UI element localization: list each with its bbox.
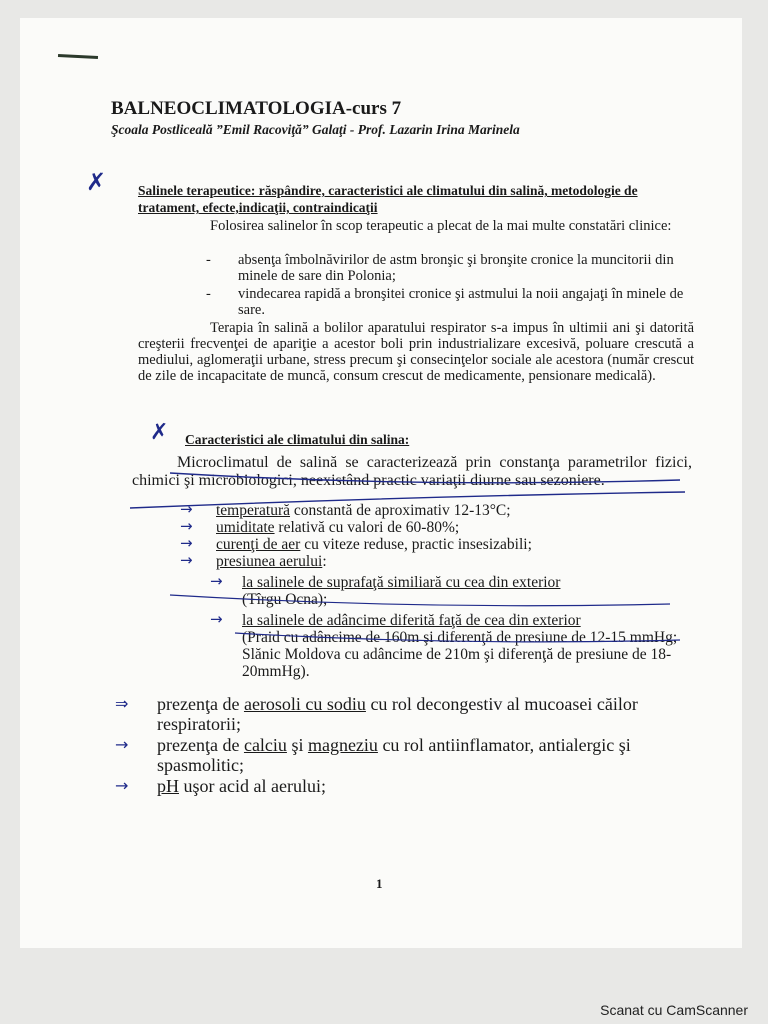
item-term: calciu <box>243 735 287 755</box>
handwritten-star-mark-icon: ✗ <box>86 168 107 196</box>
item-text: relativă cu valori de 60-80%; <box>274 519 460 536</box>
item-connector: şi <box>286 735 308 755</box>
item-text: cu rol decongestiv al mucoasei căilor respiratorii; <box>157 694 638 734</box>
handwritten-arrow-icon: → <box>180 500 193 518</box>
scanned-page <box>20 18 742 948</box>
subitem-text: la salinele de adâncime diferită faţă de cea din exterior <box>242 612 581 629</box>
item-text: : <box>322 553 327 570</box>
item-prefix: prezenţa de <box>157 694 244 714</box>
handwritten-arrow-icon: → <box>210 572 223 590</box>
handwritten-underlines <box>20 18 742 948</box>
handwritten-arrow-icon: ⇒ <box>115 694 129 713</box>
handwritten-arrow-icon: → <box>180 534 193 552</box>
item-prefix: prezenţa de <box>157 735 244 755</box>
document-subtitle: Şcoala Postliceală ”Emil Racoviţă” Galaţi - Prof. Lazarin Irina Marinela <box>111 122 520 137</box>
handwritten-arrow-icon: → <box>115 735 129 754</box>
item-term: curenţi de aer <box>216 536 301 553</box>
document-title: BALNEOCLIMATOLOGIA-curs 7 <box>111 98 402 119</box>
section2-heading: Caracteristici ale climatului din salina: <box>185 432 410 447</box>
handwritten-arrow-icon: → <box>210 610 223 628</box>
item-term: aerosoli cu sodiu <box>243 694 366 714</box>
list-item: - absenţa îmbolnăvirilor de astm bronşic şi bronşite cronice la muncitorii din minele de sare din Polonia; <box>188 252 688 284</box>
item-term: magneziu <box>307 735 378 755</box>
item-term: umiditate <box>216 519 275 536</box>
handwritten-arrow-icon: → <box>115 776 129 795</box>
therapy-text: Terapia în salină a bolilor aparatului respirator s-a impus în ultimii ani şi datorită creşterii frecvenţei de apariţie a acestor boli prin industrializare excesivă, poluare crescută a mediului, aglomeraţii urbane, stress precum şi consecinţelor sociale ale acestora (număr crescut de zile de incapacitate de muncă, consum crescut de medicamente, pensionare medicală). <box>138 320 694 384</box>
subitem-text: la salinele de suprafaţă similiară cu cea din exterior <box>242 574 561 591</box>
item-term: presiunea aerului <box>216 553 323 570</box>
item-text: constantă de aproximativ 12-13°C; <box>290 502 511 519</box>
handwritten-arrow-icon: → <box>180 551 193 569</box>
item-text: uşor acid al aerului; <box>179 776 326 796</box>
scanner-watermark: Scanat cu CamScanner <box>600 1002 748 1018</box>
list-item: - vindecarea rapidă a bronşitei cronice şi astmului la noii angajaţi în minele de sare. <box>188 286 688 318</box>
item-text: cu viteze reduse, practic insesizabili; <box>300 536 532 553</box>
sub-list-item-continuation: (Tîrgu Ocna); <box>242 591 328 608</box>
handwritten-star-mark-icon: ✗ <box>150 420 169 445</box>
sub-list-item-continuation: (Praid cu adâncime de 160m şi diferenţă de presiune de 12-15 mmHg; Slănic Moldova cu adâncime de 210m şi diferenţă de presiune de 18-20mmHg). <box>242 629 678 680</box>
section1-heading: Salinele terapeutice: răspândire, caracteristici ale climatului din salină, metodologie de tratament, efecte,indicaţii, contraindicaţii <box>138 183 638 215</box>
intro-text: Folosirea salinelor în scop terapeutic a plecat de la mai multe constatări clinice: <box>210 218 672 234</box>
item-term: pH <box>157 776 179 796</box>
item-text: cu rol antiinflamator, antialergic şi spasmolitic; <box>157 735 631 775</box>
handwritten-arrow-icon: → <box>180 517 193 535</box>
item-term: temperatură <box>216 502 291 519</box>
page-number: 1 <box>376 876 383 891</box>
microclimate-text: Microclimatul de salină se caracterizează prin constanţa parametrilor fizici, chimici şi microbiologici, neexistând practic variaţii diurne sau sezoniere. <box>132 454 692 489</box>
